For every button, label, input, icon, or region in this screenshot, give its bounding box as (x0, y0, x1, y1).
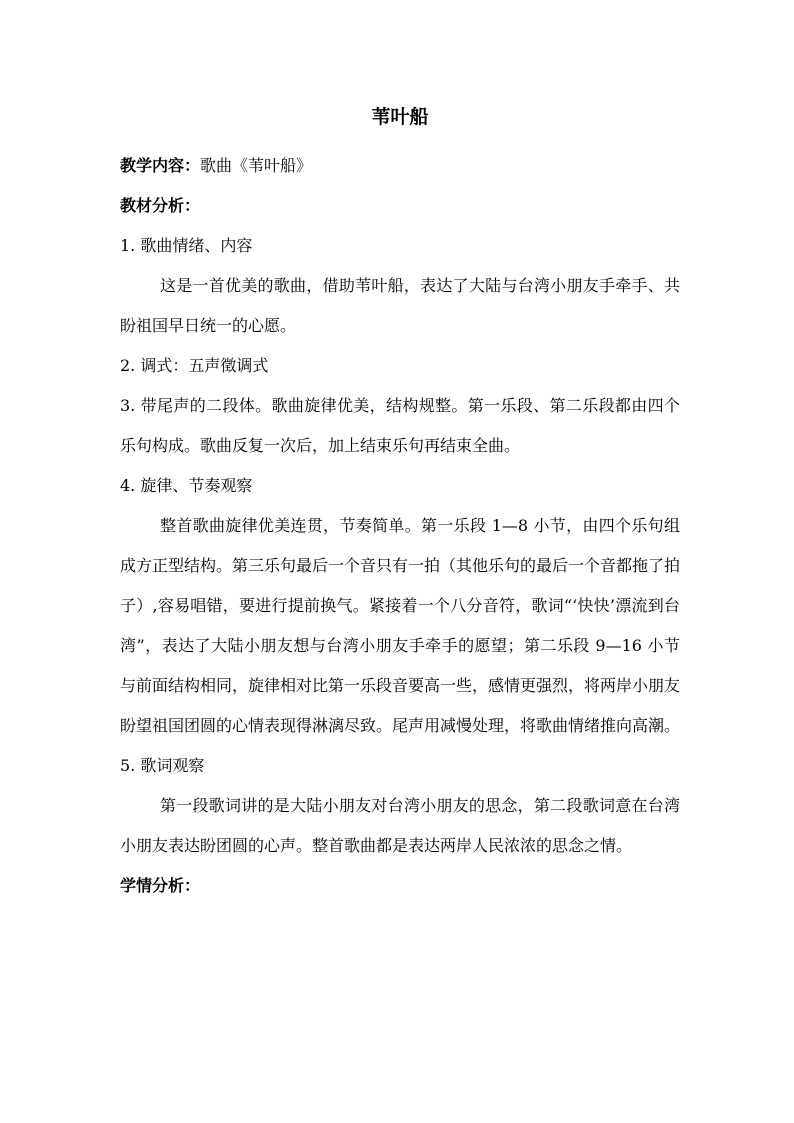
section-3-heading: 3. 带尾声的二段体。歌曲旋律优美，结构规整。第一乐段、第二乐段都由四个乐句构成。歌曲反复一次后，加上结束乐句再结束全曲。 (120, 396, 680, 455)
document-title: 苇叶船 (371, 106, 429, 128)
section-2-heading: 2. 调式：五声徵调式 (120, 356, 269, 375)
section-4-paragraph: 整首歌曲旋律优美连贯，节奏简单。第一乐段 1—8 小节，由四个乐句组成方正型结构。第三乐句最后一个音只有一拍（其他乐句的最后一个音都拖了拍子）,容易唱错，要进行提前换气。紧接着一个八分音符，歌词“‘快快’漂流到台湾”，表达了大陆小朋友想与台湾小朋友手牵手的愿望；第二乐段 9—16 小节与前面结构相同，旋律相对比第一乐段音要高一些，感情更强烈，将两岸小朋友盼望祖国团圆的心情表现得淋漓尽致。尾声用减慢处理，将歌曲情绪推向高潮。 (120, 516, 681, 735)
student-analysis-label: 学情分析： (120, 876, 201, 895)
teaching-content-label: 教学内容： (120, 156, 201, 175)
section-4-heading: 4. 旋律、节奏观察 (120, 476, 253, 495)
material-analysis-label: 教材分析： (120, 196, 201, 215)
section-1-paragraph: 这是一首优美的歌曲，借助苇叶船，表达了大陆与台湾小朋友手牵手、共盼祖国早日统一的心愿。 (120, 276, 680, 335)
document-page (120, 102, 680, 906)
section-5-heading: 5. 歌词观察 (120, 756, 205, 775)
teaching-content-line (120, 146, 680, 186)
section-5-paragraph: 第一段歌词讲的是大陆小朋友对台湾小朋友的思念，第二段歌词意在台湾小朋友表达盼团圆的心声。整首歌曲都是表达两岸人民浓浓的思念之情。 (120, 796, 680, 855)
teaching-content-value: 歌曲《苇叶船》 (200, 156, 313, 175)
section-1-heading: 1. 歌曲情绪、内容 (120, 236, 253, 255)
